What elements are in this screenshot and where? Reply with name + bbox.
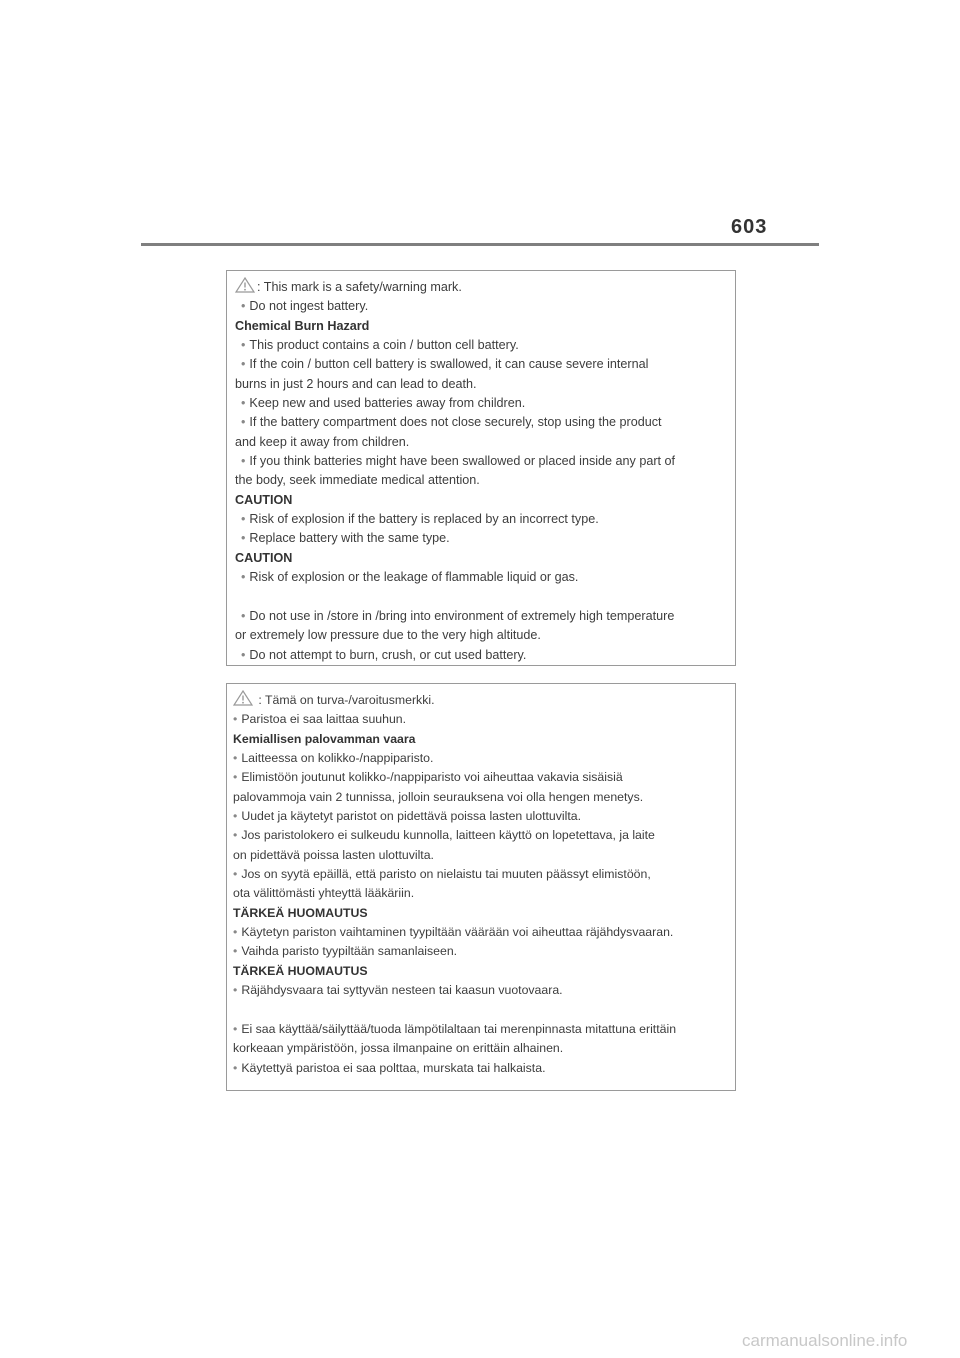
bullet-dot: • — [233, 1060, 238, 1075]
continuation-line: korkeaan ympäristöön, jossa ilmanpaine on erittäin alhainen. — [233, 1041, 564, 1056]
continuation-line: and keep it away from children. — [235, 434, 410, 449]
warning-mark-line — [233, 690, 729, 710]
bullet-dot: • — [241, 608, 246, 623]
warning-triangle-icon — [235, 277, 255, 293]
bullet-item — [233, 942, 729, 961]
continuation-line: burns in just 2 hours and can lead to death. — [235, 376, 477, 391]
bullet-dot: • — [241, 357, 246, 372]
bullet-dot: • — [241, 299, 246, 314]
header-rule — [141, 243, 819, 246]
line-gap — [233, 1001, 729, 1020]
bullet-dot: • — [233, 751, 238, 766]
bullet-text: Risk of explosion if the battery is replaced by an incorrect type. — [249, 512, 599, 527]
continuation-line: ota välittömästi yhteyttä lääkäriin. — [233, 886, 415, 901]
footer-watermark: carmanualsonline.info — [742, 1331, 908, 1350]
bullet-text: Do not use in /store in /bring into environment of extremely high temperature — [249, 608, 675, 623]
bullet-dot: • — [233, 925, 238, 940]
bullet-item — [235, 394, 727, 413]
bullet-item — [235, 355, 727, 374]
continuation-line: on pidettävä poissa lasten ulottuvilta. — [233, 847, 434, 862]
bullet-dot: • — [241, 512, 246, 527]
bullet-dot: • — [241, 570, 246, 585]
warning-mark-line — [235, 277, 727, 297]
section-heading: CAUTION — [235, 492, 293, 507]
bullet-text: Käytettyä paristoa ei saa polttaa, murskata tai halkaista. — [241, 1060, 546, 1075]
bullet-item — [233, 923, 729, 942]
bullet-item — [235, 336, 727, 355]
bullet-dot: • — [241, 531, 246, 546]
bullet-text: Replace battery with the same type. — [249, 531, 450, 546]
bullet-dot: • — [241, 415, 246, 430]
continuation-line: palovammoja vain 2 tunnissa, jolloin seurauksena voi olla hengen menetys. — [233, 789, 644, 804]
bullet-dot: • — [241, 647, 246, 662]
bullet-dot: • — [233, 712, 238, 727]
finnish-lines — [233, 710, 729, 1078]
line-gap — [235, 588, 727, 607]
bullet-item — [235, 452, 727, 471]
bullet-item — [233, 807, 729, 826]
bullet-dot: • — [233, 809, 238, 824]
finnish-warning-box — [226, 683, 736, 1091]
bullet-dot: • — [241, 396, 246, 411]
bullet-dot: • — [233, 867, 238, 882]
bullet-item — [235, 646, 727, 665]
bullet-dot: • — [233, 770, 238, 785]
bullet-dot: • — [233, 983, 238, 998]
bullet-item — [235, 568, 727, 587]
warning-triangle-icon — [233, 690, 253, 706]
bullet-text: If you think batteries might have been swallowed or placed inside any part of — [249, 454, 676, 469]
section-heading: TÄRKEÄ HUOMAUTUS — [233, 963, 368, 978]
warning-mark-label: : Tämä on turva-/varoitusmerkki. — [255, 693, 435, 707]
bullet-item — [233, 981, 729, 1000]
bullet-text: Elimistöön joutunut kolikko-/nappiparisto voi aiheuttaa vakavia sisäisiä — [241, 770, 623, 785]
bullet-item — [233, 1020, 729, 1039]
section-heading: Kemiallisen palovamman vaara — [233, 731, 416, 746]
bullet-item — [233, 710, 729, 729]
bullet-text: Risk of explosion or the leakage of flammable liquid or gas. — [249, 570, 579, 585]
bullet-text: Laitteessa on kolikko-/nappiparisto. — [241, 751, 434, 766]
english-lines — [235, 297, 727, 665]
continuation-line: or extremely low pressure due to the very high altitude. — [235, 628, 541, 643]
bullet-dot: • — [233, 1021, 238, 1036]
bullet-text: Jos on syytä epäillä, että paristo on nielaistu tai muuten päässyt elimistöön, — [241, 867, 651, 882]
bullet-text: Keep new and used batteries away from children. — [249, 396, 526, 411]
bullet-dot: • — [241, 454, 246, 469]
bullet-text: Paristoa ei saa laittaa suuhun. — [241, 712, 407, 727]
section-heading: CAUTION — [235, 550, 293, 565]
bullet-item — [233, 826, 729, 845]
bullet-dot: • — [241, 338, 246, 353]
continuation-line: the body, seek immediate medical attention. — [235, 473, 480, 488]
section-heading: Chemical Burn Hazard — [235, 318, 370, 333]
bullet-text: Uudet ja käytetyt paristot on pidettävä poissa lasten ulottuvilta. — [241, 809, 582, 824]
bullet-item — [233, 865, 729, 884]
bullet-text: Do not ingest battery. — [249, 299, 369, 314]
bullet-text: This product contains a coin / button cell battery. — [249, 338, 519, 353]
bullet-text: Ei saa käyttää/säilyttää/tuoda lämpötilaltaan tai merenpinnasta mitattuna erittäin — [241, 1021, 677, 1036]
bullet-text: Vaihda paristo tyypiltään samanlaiseen. — [241, 944, 458, 959]
bullet-text: Käytetyn pariston vaihtaminen tyypiltään väärään voi aiheuttaa räjähdysvaaran. — [241, 925, 674, 940]
bullet-item — [235, 297, 727, 316]
bullet-dot: • — [233, 828, 238, 843]
bullet-text: If the battery compartment does not close securely, stop using the product — [249, 415, 662, 430]
section-heading: TÄRKEÄ HUOMAUTUS — [233, 905, 368, 920]
warning-mark-label: : This mark is a safety/warning mark. — [257, 280, 462, 294]
bullet-item — [235, 510, 727, 529]
bullet-item — [233, 768, 729, 787]
bullet-item — [235, 413, 727, 432]
bullet-item — [233, 1059, 729, 1078]
page-number: 603 — [731, 216, 768, 238]
bullet-item — [235, 607, 727, 626]
bullet-text: Räjähdysvaara tai syttyvän nesteen tai kaasun vuotovaara. — [241, 983, 563, 998]
bullet-text: Jos paristolokero ei sulkeudu kunnolla, laitteen käyttö on lopetettava, ja laite — [241, 828, 655, 843]
bullet-text: Do not attempt to burn, crush, or cut used battery. — [249, 647, 527, 662]
english-warning-box — [226, 270, 736, 666]
bullet-text: If the coin / button cell battery is swallowed, it can cause severe internal — [249, 357, 649, 372]
bullet-item — [235, 529, 727, 548]
bullet-dot: • — [233, 944, 238, 959]
bullet-item — [233, 749, 729, 768]
